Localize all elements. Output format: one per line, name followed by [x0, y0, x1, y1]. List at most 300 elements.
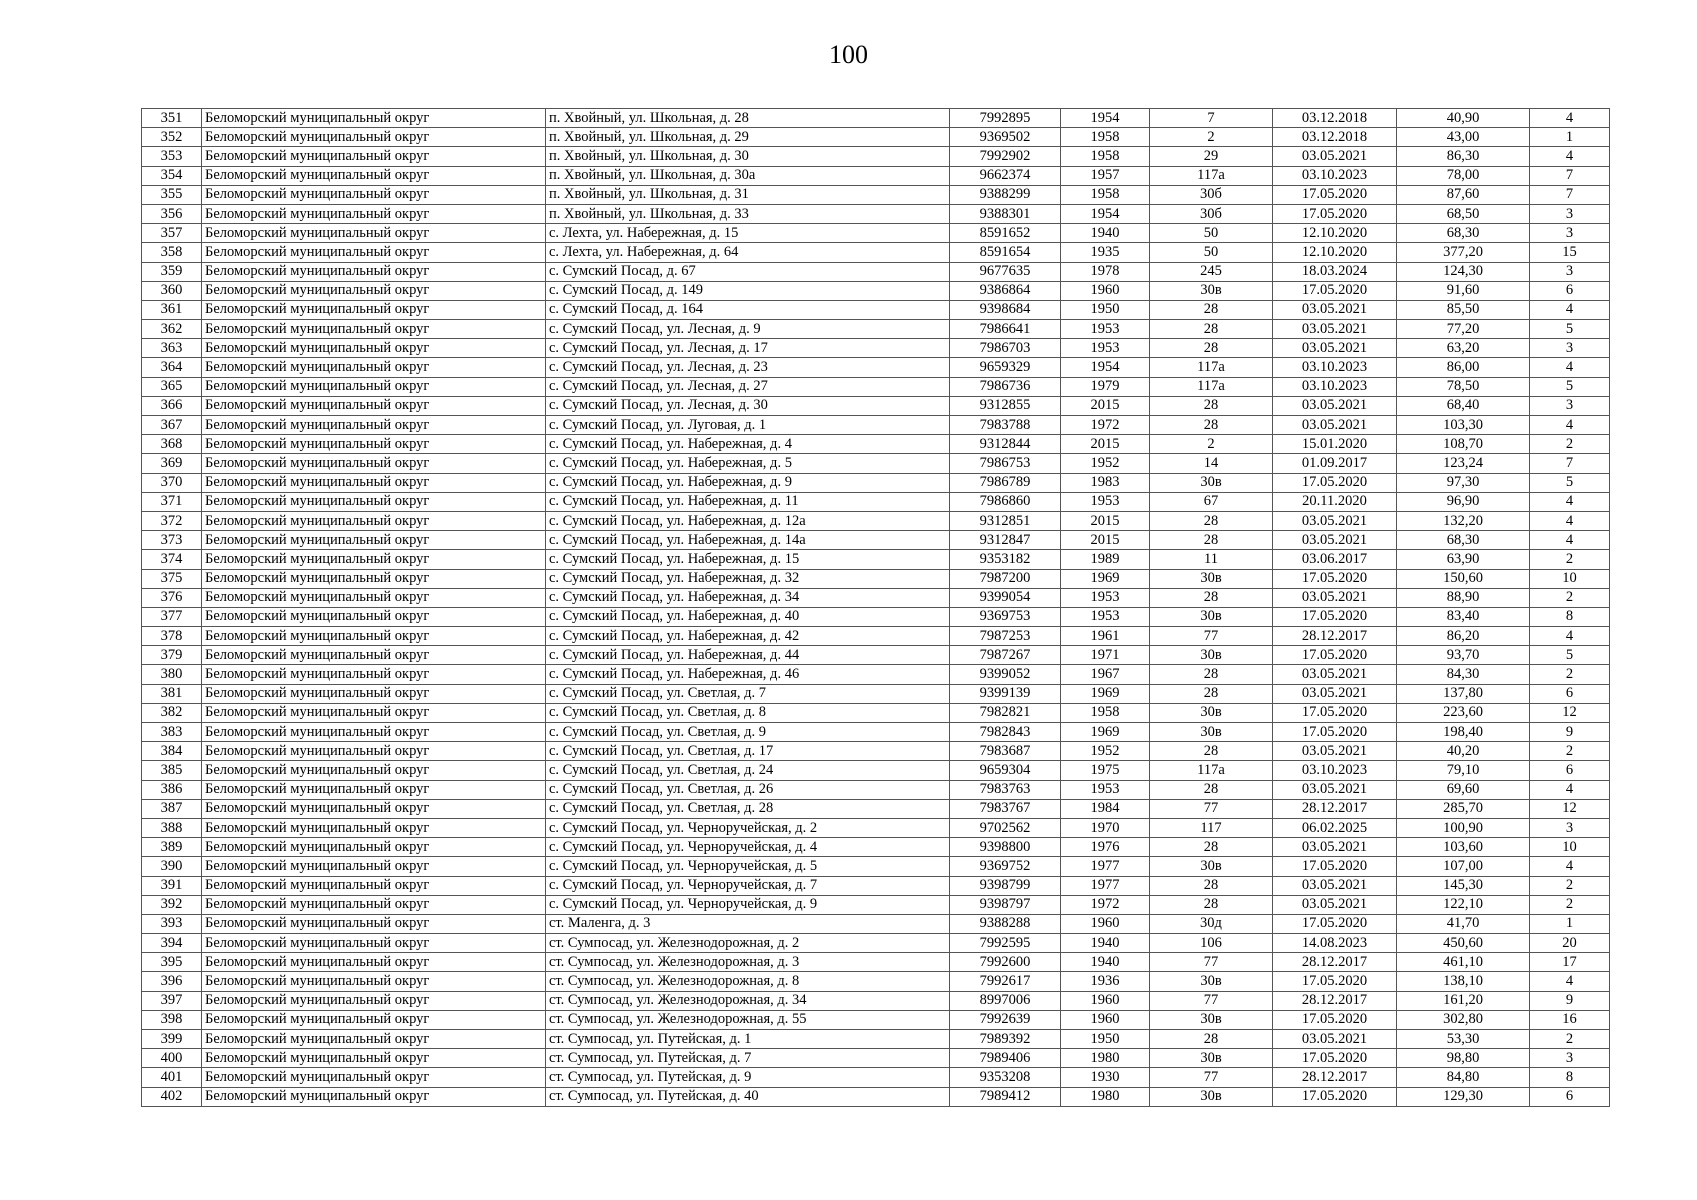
table-row — [142, 358, 1610, 377]
date-cell: 03.05.2021 — [1273, 780, 1397, 799]
row-number-cell: 398 — [142, 1010, 202, 1029]
count-cell: 2 — [1530, 742, 1610, 761]
area-cell: 161,20 — [1397, 991, 1530, 1010]
municipal-district-cell: Беломорский муниципальный округ — [202, 1010, 546, 1029]
order-number-cell: 28 — [1150, 300, 1273, 319]
table-row — [142, 914, 1610, 933]
table-row — [142, 723, 1610, 742]
count-cell: 3 — [1530, 818, 1610, 837]
area-cell: 96,90 — [1397, 492, 1530, 511]
cadastral-id-cell: 9398684 — [950, 300, 1061, 319]
build-year-cell: 1960 — [1061, 281, 1150, 300]
municipal-district-cell: Беломорский муниципальный округ — [202, 569, 546, 588]
cadastral-id-cell: 7982821 — [950, 703, 1061, 722]
cadastral-id-cell: 7982843 — [950, 723, 1061, 742]
order-number-cell: 30в — [1150, 857, 1273, 876]
build-year-cell: 1940 — [1061, 934, 1150, 953]
date-cell: 03.05.2021 — [1273, 339, 1397, 358]
area-cell: 302,80 — [1397, 1010, 1530, 1029]
order-number-cell: 50 — [1150, 243, 1273, 262]
area-cell: 137,80 — [1397, 684, 1530, 703]
build-year-cell: 1953 — [1061, 492, 1150, 511]
date-cell: 03.10.2023 — [1273, 761, 1397, 780]
order-number-cell: 28 — [1150, 684, 1273, 703]
date-cell: 03.05.2021 — [1273, 895, 1397, 914]
area-cell: 377,20 — [1397, 243, 1530, 262]
row-number-cell: 376 — [142, 588, 202, 607]
row-number-cell: 389 — [142, 838, 202, 857]
count-cell: 3 — [1530, 224, 1610, 243]
municipal-district-cell: Беломорский муниципальный округ — [202, 511, 546, 530]
row-number-cell: 390 — [142, 857, 202, 876]
address-cell: ст. Сумпосад, ул. Железнодорожная, д. 55 — [546, 1010, 950, 1029]
build-year-cell: 1969 — [1061, 569, 1150, 588]
order-number-cell: 28 — [1150, 416, 1273, 435]
date-cell: 28.12.2017 — [1273, 799, 1397, 818]
date-cell: 17.05.2020 — [1273, 185, 1397, 204]
count-cell: 4 — [1530, 358, 1610, 377]
date-cell: 28.12.2017 — [1273, 953, 1397, 972]
order-number-cell: 30в — [1150, 607, 1273, 626]
municipal-district-cell: Беломорский муниципальный округ — [202, 339, 546, 358]
table-row — [142, 742, 1610, 761]
area-cell: 68,50 — [1397, 204, 1530, 223]
area-cell: 83,40 — [1397, 607, 1530, 626]
count-cell: 4 — [1530, 857, 1610, 876]
cadastral-id-cell: 9399139 — [950, 684, 1061, 703]
table-row — [142, 1087, 1610, 1106]
row-number-cell: 374 — [142, 550, 202, 569]
order-number-cell: 245 — [1150, 262, 1273, 281]
address-cell: ст. Сумпосад, ул. Железнодорожная, д. 3 — [546, 953, 950, 972]
order-number-cell: 28 — [1150, 742, 1273, 761]
count-cell: 5 — [1530, 377, 1610, 396]
address-cell: ст. Сумпосад, ул. Железнодорожная, д. 2 — [546, 934, 950, 953]
municipal-district-cell: Беломорский муниципальный округ — [202, 972, 546, 991]
area-cell: 450,60 — [1397, 934, 1530, 953]
address-cell: с. Сумский Посад, ул. Светлая, д. 17 — [546, 742, 950, 761]
date-cell: 20.11.2020 — [1273, 492, 1397, 511]
date-cell: 17.05.2020 — [1273, 1087, 1397, 1106]
date-cell: 03.05.2021 — [1273, 742, 1397, 761]
count-cell: 2 — [1530, 550, 1610, 569]
address-cell: с. Сумский Посад, ул. Лесная, д. 17 — [546, 339, 950, 358]
order-number-cell: 28 — [1150, 588, 1273, 607]
build-year-cell: 1930 — [1061, 1068, 1150, 1087]
row-number-cell: 361 — [142, 300, 202, 319]
count-cell: 2 — [1530, 665, 1610, 684]
cadastral-id-cell: 7986703 — [950, 339, 1061, 358]
municipal-district-cell: Беломорский муниципальный округ — [202, 895, 546, 914]
order-number-cell: 28 — [1150, 339, 1273, 358]
row-number-cell: 371 — [142, 492, 202, 511]
build-year-cell: 1960 — [1061, 991, 1150, 1010]
table-row — [142, 473, 1610, 492]
row-number-cell: 396 — [142, 972, 202, 991]
count-cell: 4 — [1530, 492, 1610, 511]
address-cell: с. Сумский Посад, ул. Луговая, д. 1 — [546, 416, 950, 435]
address-cell: с. Сумский Посад, ул. Лесная, д. 30 — [546, 396, 950, 415]
area-cell: 461,10 — [1397, 953, 1530, 972]
count-cell: 6 — [1530, 281, 1610, 300]
address-cell: с. Сумский Посад, ул. Светлая, д. 28 — [546, 799, 950, 818]
municipal-district-cell: Беломорский муниципальный округ — [202, 262, 546, 281]
cadastral-id-cell: 7983788 — [950, 416, 1061, 435]
address-cell: с. Сумский Посад, ул. Лесная, д. 9 — [546, 320, 950, 339]
municipal-district-cell: Беломорский муниципальный округ — [202, 416, 546, 435]
build-year-cell: 1967 — [1061, 665, 1150, 684]
row-number-cell: 377 — [142, 607, 202, 626]
address-cell: п. Хвойный, ул. Школьная, д. 29 — [546, 128, 950, 147]
table-row — [142, 838, 1610, 857]
row-number-cell: 395 — [142, 953, 202, 972]
area-cell: 97,30 — [1397, 473, 1530, 492]
area-cell: 123,24 — [1397, 454, 1530, 473]
date-cell: 03.10.2023 — [1273, 166, 1397, 185]
row-number-cell: 363 — [142, 339, 202, 358]
row-number-cell: 355 — [142, 185, 202, 204]
municipal-district-cell: Беломорский муниципальный округ — [202, 588, 546, 607]
order-number-cell: 50 — [1150, 224, 1273, 243]
count-cell: 8 — [1530, 1068, 1610, 1087]
build-year-cell: 1953 — [1061, 339, 1150, 358]
date-cell: 03.05.2021 — [1273, 531, 1397, 550]
order-number-cell: 117а — [1150, 166, 1273, 185]
cadastral-id-cell: 9702562 — [950, 818, 1061, 837]
address-cell: п. Хвойный, ул. Школьная, д. 30а — [546, 166, 950, 185]
build-year-cell: 1977 — [1061, 857, 1150, 876]
row-number-cell: 402 — [142, 1087, 202, 1106]
table-row — [142, 224, 1610, 243]
address-cell: с. Сумский Посад, ул. Светлая, д. 24 — [546, 761, 950, 780]
date-cell: 17.05.2020 — [1273, 1049, 1397, 1068]
area-cell: 78,00 — [1397, 166, 1530, 185]
row-number-cell: 359 — [142, 262, 202, 281]
municipal-district-cell: Беломорский муниципальный округ — [202, 473, 546, 492]
build-year-cell: 1958 — [1061, 185, 1150, 204]
area-cell: 285,70 — [1397, 799, 1530, 818]
address-cell: с. Сумский Посад, ул. Набережная, д. 14а — [546, 531, 950, 550]
order-number-cell: 30в — [1150, 646, 1273, 665]
address-cell: с. Сумский Посад, ул. Светлая, д. 7 — [546, 684, 950, 703]
row-number-cell: 375 — [142, 569, 202, 588]
row-number-cell: 366 — [142, 396, 202, 415]
row-number-cell: 391 — [142, 876, 202, 895]
municipal-district-cell: Беломорский муниципальный округ — [202, 742, 546, 761]
date-cell: 17.05.2020 — [1273, 857, 1397, 876]
date-cell: 03.05.2021 — [1273, 588, 1397, 607]
count-cell: 5 — [1530, 473, 1610, 492]
table-row — [142, 204, 1610, 223]
date-cell: 14.08.2023 — [1273, 934, 1397, 953]
count-cell: 17 — [1530, 953, 1610, 972]
date-cell: 03.10.2023 — [1273, 358, 1397, 377]
cadastral-id-cell: 9353208 — [950, 1068, 1061, 1087]
row-number-cell: 400 — [142, 1049, 202, 1068]
count-cell: 10 — [1530, 569, 1610, 588]
count-cell: 4 — [1530, 511, 1610, 530]
table-row — [142, 243, 1610, 262]
row-number-cell: 354 — [142, 166, 202, 185]
row-number-cell: 352 — [142, 128, 202, 147]
table-row — [142, 627, 1610, 646]
address-cell: ст. Сумпосад, ул. Путейская, д. 9 — [546, 1068, 950, 1087]
count-cell: 3 — [1530, 262, 1610, 281]
address-cell: ст. Сумпосад, ул. Путейская, д. 1 — [546, 1030, 950, 1049]
build-year-cell: 1958 — [1061, 703, 1150, 722]
cadastral-id-cell: 7986736 — [950, 377, 1061, 396]
cadastral-id-cell: 8591652 — [950, 224, 1061, 243]
area-cell: 98,80 — [1397, 1049, 1530, 1068]
area-cell: 79,10 — [1397, 761, 1530, 780]
area-cell: 86,00 — [1397, 358, 1530, 377]
count-cell: 3 — [1530, 1049, 1610, 1068]
cadastral-id-cell: 9398797 — [950, 895, 1061, 914]
count-cell: 20 — [1530, 934, 1610, 953]
address-cell: с. Сумский Посад, ул. Набережная, д. 9 — [546, 473, 950, 492]
row-number-cell: 373 — [142, 531, 202, 550]
area-cell: 78,50 — [1397, 377, 1530, 396]
table-row — [142, 416, 1610, 435]
build-year-cell: 1971 — [1061, 646, 1150, 665]
build-year-cell: 2015 — [1061, 531, 1150, 550]
row-number-cell: 353 — [142, 147, 202, 166]
date-cell: 03.05.2021 — [1273, 320, 1397, 339]
address-cell: с. Сумский Посад, ул. Набережная, д. 12а — [546, 511, 950, 530]
table-row — [142, 799, 1610, 818]
area-cell: 43,00 — [1397, 128, 1530, 147]
row-number-cell: 364 — [142, 358, 202, 377]
row-number-cell: 356 — [142, 204, 202, 223]
order-number-cell: 14 — [1150, 454, 1273, 473]
municipal-district-cell: Беломорский муниципальный округ — [202, 780, 546, 799]
cadastral-id-cell: 7992595 — [950, 934, 1061, 953]
cadastral-id-cell: 7989412 — [950, 1087, 1061, 1106]
build-year-cell: 1953 — [1061, 588, 1150, 607]
row-number-cell: 383 — [142, 723, 202, 742]
area-cell: 40,90 — [1397, 109, 1530, 128]
table-row — [142, 1010, 1610, 1029]
date-cell: 03.05.2021 — [1273, 511, 1397, 530]
municipal-district-cell: Беломорский муниципальный округ — [202, 109, 546, 128]
cadastral-id-cell: 7986860 — [950, 492, 1061, 511]
cadastral-id-cell: 9369753 — [950, 607, 1061, 626]
date-cell: 03.05.2021 — [1273, 396, 1397, 415]
municipal-district-cell: Беломорский муниципальный округ — [202, 684, 546, 703]
cadastral-id-cell: 9312851 — [950, 511, 1061, 530]
municipal-district-cell: Беломорский муниципальный округ — [202, 607, 546, 626]
row-number-cell: 386 — [142, 780, 202, 799]
date-cell: 12.10.2020 — [1273, 224, 1397, 243]
cadastral-id-cell: 7987200 — [950, 569, 1061, 588]
area-cell: 86,30 — [1397, 147, 1530, 166]
order-number-cell: 30б — [1150, 204, 1273, 223]
cadastral-id-cell: 9388288 — [950, 914, 1061, 933]
address-cell: с. Сумский Посад, ул. Черноручейская, д. 7 — [546, 876, 950, 895]
table-row — [142, 262, 1610, 281]
municipal-district-cell: Беломорский муниципальный округ — [202, 646, 546, 665]
count-cell: 1 — [1530, 128, 1610, 147]
date-cell: 28.12.2017 — [1273, 1068, 1397, 1087]
count-cell: 9 — [1530, 723, 1610, 742]
municipal-district-cell: Беломорский муниципальный округ — [202, 300, 546, 319]
area-cell: 68,30 — [1397, 531, 1530, 550]
municipal-district-cell: Беломорский муниципальный округ — [202, 665, 546, 684]
area-cell: 91,60 — [1397, 281, 1530, 300]
build-year-cell: 1957 — [1061, 166, 1150, 185]
cadastral-id-cell: 7983767 — [950, 799, 1061, 818]
order-number-cell: 106 — [1150, 934, 1273, 953]
date-cell: 03.05.2021 — [1273, 838, 1397, 857]
area-cell: 103,60 — [1397, 838, 1530, 857]
area-cell: 84,30 — [1397, 665, 1530, 684]
row-number-cell: 358 — [142, 243, 202, 262]
count-cell: 4 — [1530, 531, 1610, 550]
date-cell: 03.05.2021 — [1273, 300, 1397, 319]
build-year-cell: 1970 — [1061, 818, 1150, 837]
area-cell: 85,50 — [1397, 300, 1530, 319]
date-cell: 03.05.2021 — [1273, 147, 1397, 166]
area-cell: 86,20 — [1397, 627, 1530, 646]
area-cell: 122,10 — [1397, 895, 1530, 914]
date-cell: 03.05.2021 — [1273, 416, 1397, 435]
area-cell: 68,40 — [1397, 396, 1530, 415]
build-year-cell: 1952 — [1061, 454, 1150, 473]
order-number-cell: 77 — [1150, 991, 1273, 1010]
date-cell: 01.09.2017 — [1273, 454, 1397, 473]
cadastral-id-cell: 9388299 — [950, 185, 1061, 204]
address-cell: с. Сумский Посад, ул. Светлая, д. 8 — [546, 703, 950, 722]
build-year-cell: 1954 — [1061, 109, 1150, 128]
address-cell: с. Сумский Посад, ул. Черноручейская, д. 5 — [546, 857, 950, 876]
build-year-cell: 1972 — [1061, 895, 1150, 914]
area-cell: 68,30 — [1397, 224, 1530, 243]
municipal-district-cell: Беломорский муниципальный округ — [202, 454, 546, 473]
build-year-cell: 1984 — [1061, 799, 1150, 818]
row-number-cell: 385 — [142, 761, 202, 780]
cadastral-id-cell: 9398799 — [950, 876, 1061, 895]
area-cell: 93,70 — [1397, 646, 1530, 665]
address-cell: п. Хвойный, ул. Школьная, д. 31 — [546, 185, 950, 204]
table-row — [142, 857, 1610, 876]
build-year-cell: 1958 — [1061, 128, 1150, 147]
build-year-cell: 1953 — [1061, 607, 1150, 626]
municipal-district-cell: Беломорский муниципальный округ — [202, 1049, 546, 1068]
count-cell: 12 — [1530, 703, 1610, 722]
municipal-district-cell: Беломорский муниципальный округ — [202, 857, 546, 876]
count-cell: 7 — [1530, 166, 1610, 185]
build-year-cell: 1978 — [1061, 262, 1150, 281]
municipal-district-cell: Беломорский муниципальный округ — [202, 934, 546, 953]
address-cell: с. Сумский Посад, ул. Набережная, д. 40 — [546, 607, 950, 626]
count-cell: 3 — [1530, 204, 1610, 223]
date-cell: 03.05.2021 — [1273, 876, 1397, 895]
order-number-cell: 28 — [1150, 511, 1273, 530]
date-cell: 17.05.2020 — [1273, 473, 1397, 492]
order-number-cell: 28 — [1150, 531, 1273, 550]
address-cell: с. Сумский Посад, ул. Лесная, д. 23 — [546, 358, 950, 377]
address-cell: с. Сумский Посад, ул. Набережная, д. 34 — [546, 588, 950, 607]
table-row — [142, 109, 1610, 128]
municipal-district-cell: Беломорский муниципальный округ — [202, 377, 546, 396]
cadastral-id-cell: 8591654 — [950, 243, 1061, 262]
row-number-cell: 382 — [142, 703, 202, 722]
municipal-district-cell: Беломорский муниципальный округ — [202, 147, 546, 166]
area-cell: 77,20 — [1397, 320, 1530, 339]
area-cell: 41,70 — [1397, 914, 1530, 933]
address-cell: с. Лехта, ул. Набережная, д. 15 — [546, 224, 950, 243]
address-cell: с. Сумский Посад, ул. Черноручейская, д. 9 — [546, 895, 950, 914]
count-cell: 8 — [1530, 607, 1610, 626]
date-cell: 28.12.2017 — [1273, 627, 1397, 646]
cadastral-id-cell: 9399052 — [950, 665, 1061, 684]
area-cell: 100,90 — [1397, 818, 1530, 837]
order-number-cell: 30в — [1150, 473, 1273, 492]
table-row — [142, 703, 1610, 722]
address-cell: с. Сумский Посад, д. 67 — [546, 262, 950, 281]
table-row — [142, 492, 1610, 511]
area-cell: 107,00 — [1397, 857, 1530, 876]
table-row — [142, 876, 1610, 895]
cadastral-id-cell: 7987253 — [950, 627, 1061, 646]
count-cell: 10 — [1530, 838, 1610, 857]
build-year-cell: 1960 — [1061, 914, 1150, 933]
date-cell: 17.05.2020 — [1273, 607, 1397, 626]
address-cell: с. Сумский Посад, ул. Набережная, д. 44 — [546, 646, 950, 665]
row-number-cell: 372 — [142, 511, 202, 530]
address-cell: с. Сумский Посад, ул. Набережная, д. 11 — [546, 492, 950, 511]
address-cell: с. Сумский Посад, ул. Набережная, д. 46 — [546, 665, 950, 684]
cadastral-id-cell: 7989392 — [950, 1030, 1061, 1049]
order-number-cell: 30в — [1150, 703, 1273, 722]
cadastral-id-cell: 9662374 — [950, 166, 1061, 185]
build-year-cell: 1972 — [1061, 416, 1150, 435]
address-cell: с. Сумский Посад, ул. Набережная, д. 5 — [546, 454, 950, 473]
table-row — [142, 684, 1610, 703]
area-cell: 87,60 — [1397, 185, 1530, 204]
address-cell: ст. Сумпосад, ул. Путейская, д. 7 — [546, 1049, 950, 1068]
count-cell: 2 — [1530, 876, 1610, 895]
municipal-district-cell: Беломорский муниципальный округ — [202, 1030, 546, 1049]
table-row — [142, 780, 1610, 799]
count-cell: 2 — [1530, 435, 1610, 454]
row-number-cell: 379 — [142, 646, 202, 665]
municipal-district-cell: Беломорский муниципальный округ — [202, 838, 546, 857]
build-year-cell: 1983 — [1061, 473, 1150, 492]
date-cell: 28.12.2017 — [1273, 991, 1397, 1010]
build-year-cell: 1954 — [1061, 204, 1150, 223]
order-number-cell: 117а — [1150, 761, 1273, 780]
address-cell: с. Сумский Посад, д. 149 — [546, 281, 950, 300]
table-row — [142, 665, 1610, 684]
table-row — [142, 1030, 1610, 1049]
order-number-cell: 28 — [1150, 396, 1273, 415]
area-cell: 132,20 — [1397, 511, 1530, 530]
row-number-cell: 388 — [142, 818, 202, 837]
build-year-cell: 1980 — [1061, 1087, 1150, 1106]
municipal-district-cell: Беломорский муниципальный округ — [202, 914, 546, 933]
order-number-cell: 2 — [1150, 128, 1273, 147]
order-number-cell: 30в — [1150, 569, 1273, 588]
municipal-district-cell: Беломорский муниципальный округ — [202, 703, 546, 722]
table-row — [142, 588, 1610, 607]
municipal-district-cell: Беломорский муниципальный округ — [202, 953, 546, 972]
count-cell: 4 — [1530, 147, 1610, 166]
cadastral-id-cell: 9369752 — [950, 857, 1061, 876]
municipal-district-cell: Беломорский муниципальный округ — [202, 320, 546, 339]
row-number-cell: 367 — [142, 416, 202, 435]
build-year-cell: 1969 — [1061, 684, 1150, 703]
